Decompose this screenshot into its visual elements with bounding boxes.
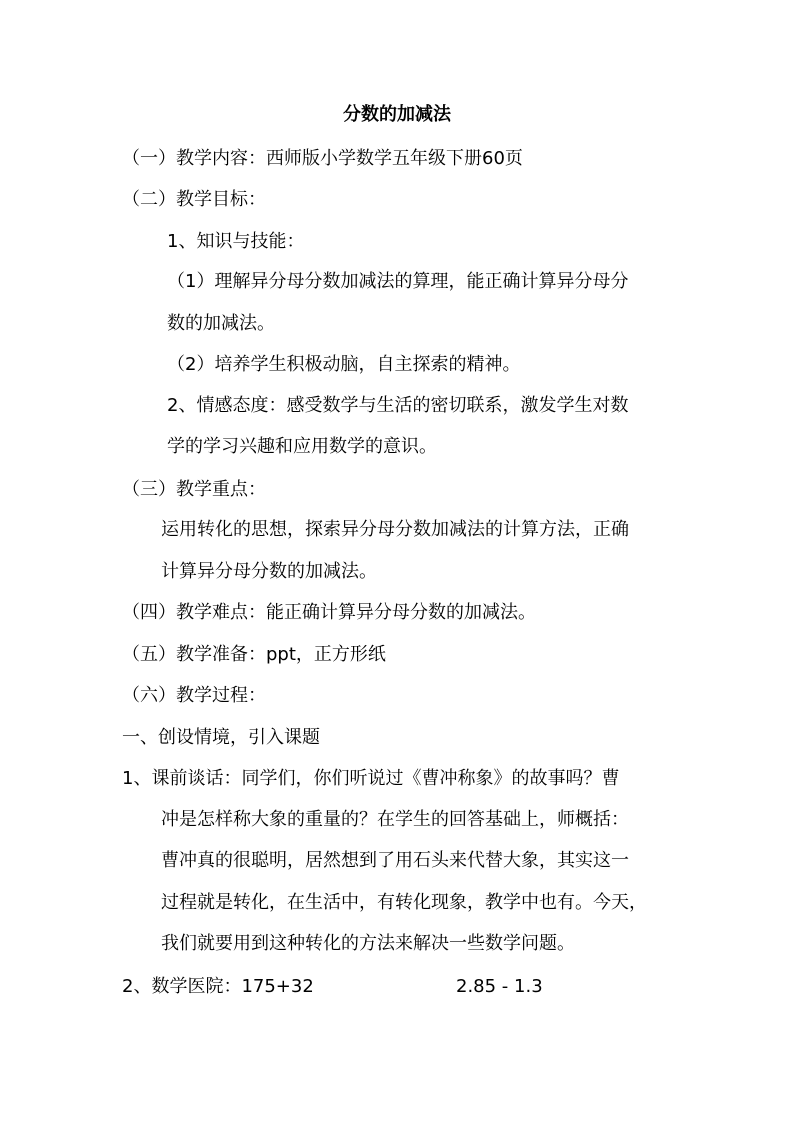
- objective-2: （2）培养学生积极动脑，自主探索的精神。: [167, 354, 521, 375]
- talk-line-4: 过程就是转化，在生活中，有转化现象，教学中也有。今天，: [161, 892, 647, 913]
- document-title: 分数的加减法: [343, 104, 451, 125]
- math-clinic-label: 2、数学医院：175+32: [122, 976, 314, 997]
- objective-1-line-2: 数的加减法。: [167, 313, 275, 334]
- key-points-line-1: 运用转化的思想，探索异分母分数加减法的计算方法，正确: [161, 519, 629, 540]
- step-1-heading: 一、创设情境，引入课题: [122, 727, 320, 748]
- math-clinic-expression-2: 2.85 - 1.3: [456, 976, 543, 997]
- objective-attitude-line-1: 2、情感态度：感受数学与生活的密切联系，激发学生对数: [167, 395, 629, 416]
- objective-knowledge-heading: 1、知识与技能：: [167, 231, 305, 252]
- section-key-points: （三）教学重点：: [122, 479, 266, 500]
- talk-line-3: 曹冲真的很聪明，居然想到了用石头来代替大象，其实这一: [161, 850, 629, 871]
- objective-attitude-line-2: 学的学习兴趣和应用数学的意识。: [167, 436, 437, 457]
- section-objectives: （二）教学目标：: [122, 189, 266, 210]
- section-content: （一）教学内容：西师版小学数学五年级下册60页: [122, 148, 523, 169]
- section-process: （六）教学过程：: [122, 685, 266, 706]
- key-points-line-2: 计算异分母分数的加减法。: [161, 561, 377, 582]
- talk-line-1: 1、课前谈话：同学们，你们听说过《曹冲称象》的故事吗？曹: [122, 768, 620, 789]
- section-difficulty: （四）教学难点：能正确计算异分母分数的加减法。: [122, 602, 536, 623]
- section-preparation: （五）教学准备：ppt，正方形纸: [122, 644, 386, 665]
- talk-line-2: 冲是怎样称大象的重量的？在学生的回答基础上，师概括：: [161, 809, 629, 830]
- talk-line-5: 我们就要用到这种转化的方法来解决一些数学问题。: [161, 933, 575, 954]
- objective-1-line-1: （1）理解异分母分数加减法的算理，能正确计算异分母分: [167, 271, 629, 292]
